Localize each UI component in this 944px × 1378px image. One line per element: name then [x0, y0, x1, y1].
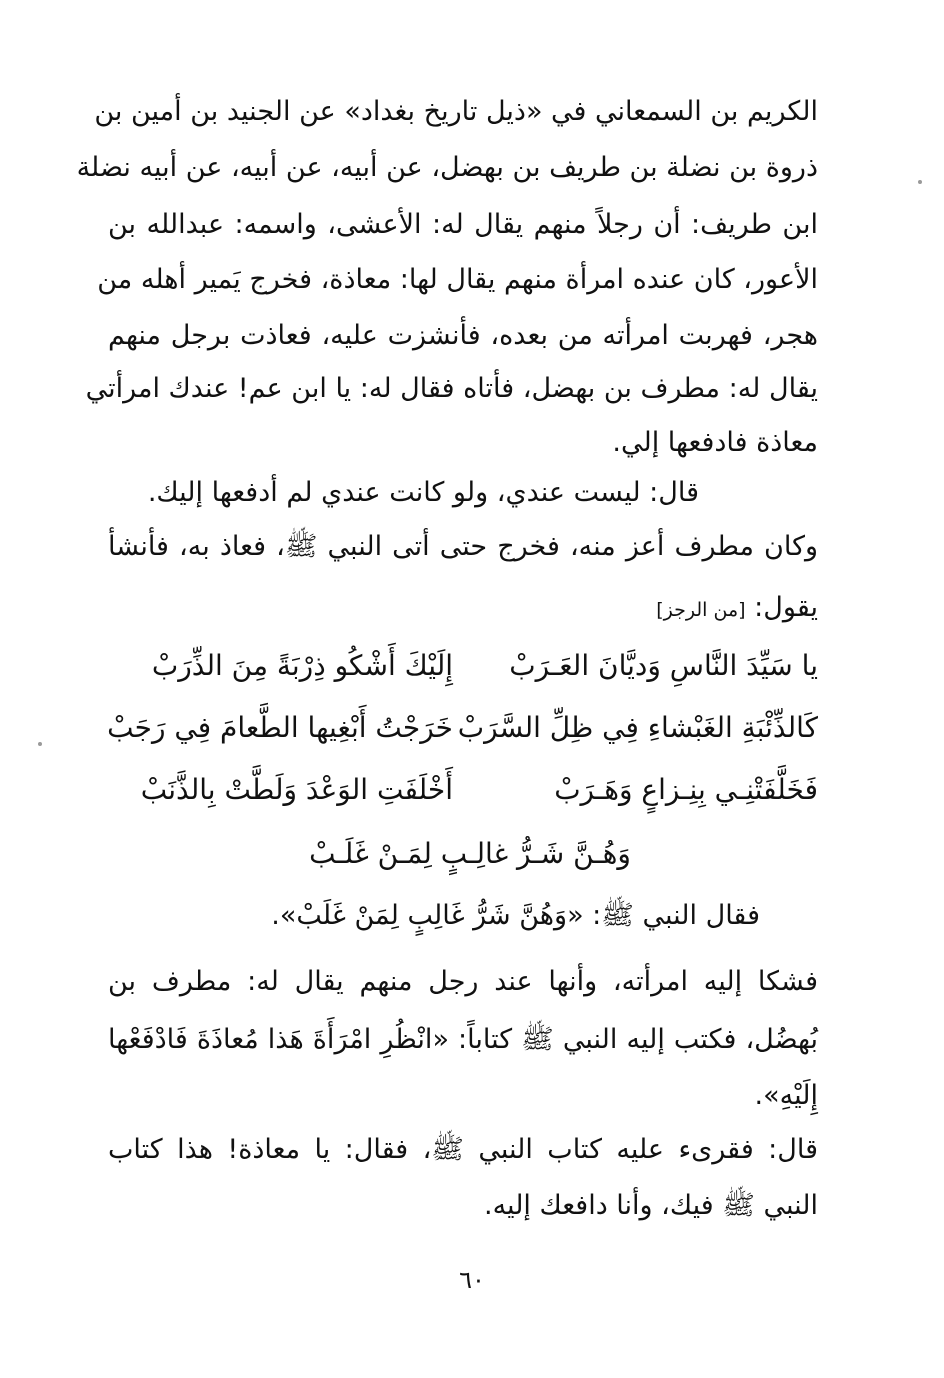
verse-hemistich-first: كَالذِّئْبَةِ الغَبْشاءِ فِي ظِلِّ السَّرَبْ	[457, 711, 818, 744]
verse-hemistich-first: يا سَيِّدَ النَّاسِ وَديَّانَ العَـرَبْ	[509, 649, 818, 682]
verse-final-line: وَهُـنَّ شَـرُّ غالِـبٍ لِمَـنْ غَلَـبْ	[309, 837, 631, 870]
verse-hemistich-second: إِلَيْكَ أَشْكُو ذِرْبَةً مِنَ الذِّرَبْ	[151, 649, 453, 682]
verse-hemistich-second: خَرَجْتُ أَبْغِيها الطَّعامَ فِي رَجَبْ	[107, 711, 453, 744]
scan-speck	[38, 742, 42, 746]
text-line: هجر، فهربت امرأته من بعده، فأنشزت عليه، فعاذت برجل منهم	[108, 320, 818, 351]
text-line: معاذة فادفعها إلي.	[612, 427, 818, 458]
text-line: إِلَيْهِ».	[754, 1080, 818, 1111]
verse-hemistich-second: أَخْلَفَتِ الوَعْدَ وَلَطَّتْ بِالذَّنَبْ	[140, 773, 453, 806]
text-line: قال: فقرىء عليه كتاب النبي ﷺ، فقال: يا معاذة! هذا كتاب	[108, 1134, 818, 1165]
text-line: يقال له: مطرف بن بهضل، فأتاه فقال له: يا ابن عم! عندك امرأتي	[85, 373, 818, 404]
text-line: الكريم بن السمعاني في «ذيل تاريخ بغداد» عن الجنيد بن أمين بن	[94, 96, 818, 127]
verse-hemistich-first: فَخَلَّفَتْنِـي بِنِـزاعٍ وَهَـرَبْ	[554, 773, 818, 806]
text-line: وكان مطرف أعز منه، فخرج حتى أتى النبي ﷺ، فعاذ به، فأنشأ	[108, 531, 818, 562]
text-line: فقال النبي ﷺ: «وَهُنَّ شَرُّ غَالِبٍ لِمَنْ غَلَبْ».	[271, 900, 760, 931]
paragraph-text: قال: ليست عندي، ولو كانت عندي لم أدفعها إليك.	[147, 477, 699, 508]
text-line	[108, 588, 818, 628]
text-line: ذروة بن نضلة بن طريف بن بهضل، عن أبيه، عن أبيه، عن أبيه نضلة	[76, 152, 818, 183]
text-line: بُهضُل، فكتب إليه النبي ﷺ كتاباً: «انْظُرِ امْرَأَةَ هَذا مُعاذَةَ فَادْفَعْها	[108, 1024, 818, 1055]
text-line	[0, 473, 755, 513]
scan-speck	[918, 180, 922, 184]
paragraph-text: يقول:	[754, 592, 818, 623]
text-line: ابن طريف: أن رجلاً منهم يقال له: الأعشى، واسمه: عبدالله بن	[108, 209, 818, 240]
text-line: فشكا إليه امرأته، وأنها عند رجل منهم يقال له: مطرف بن	[108, 966, 818, 997]
text-line: الأعور، كان عنده امرأة منهم يقال لها: معاذة، فخرج يَمير أهله من	[97, 264, 818, 295]
text-line: النبي ﷺ فيك، وأنا دافعك إليه.	[483, 1190, 818, 1221]
verse-meter: [من الرجز]	[656, 599, 746, 621]
page-number: ٦٠	[459, 1266, 485, 1294]
